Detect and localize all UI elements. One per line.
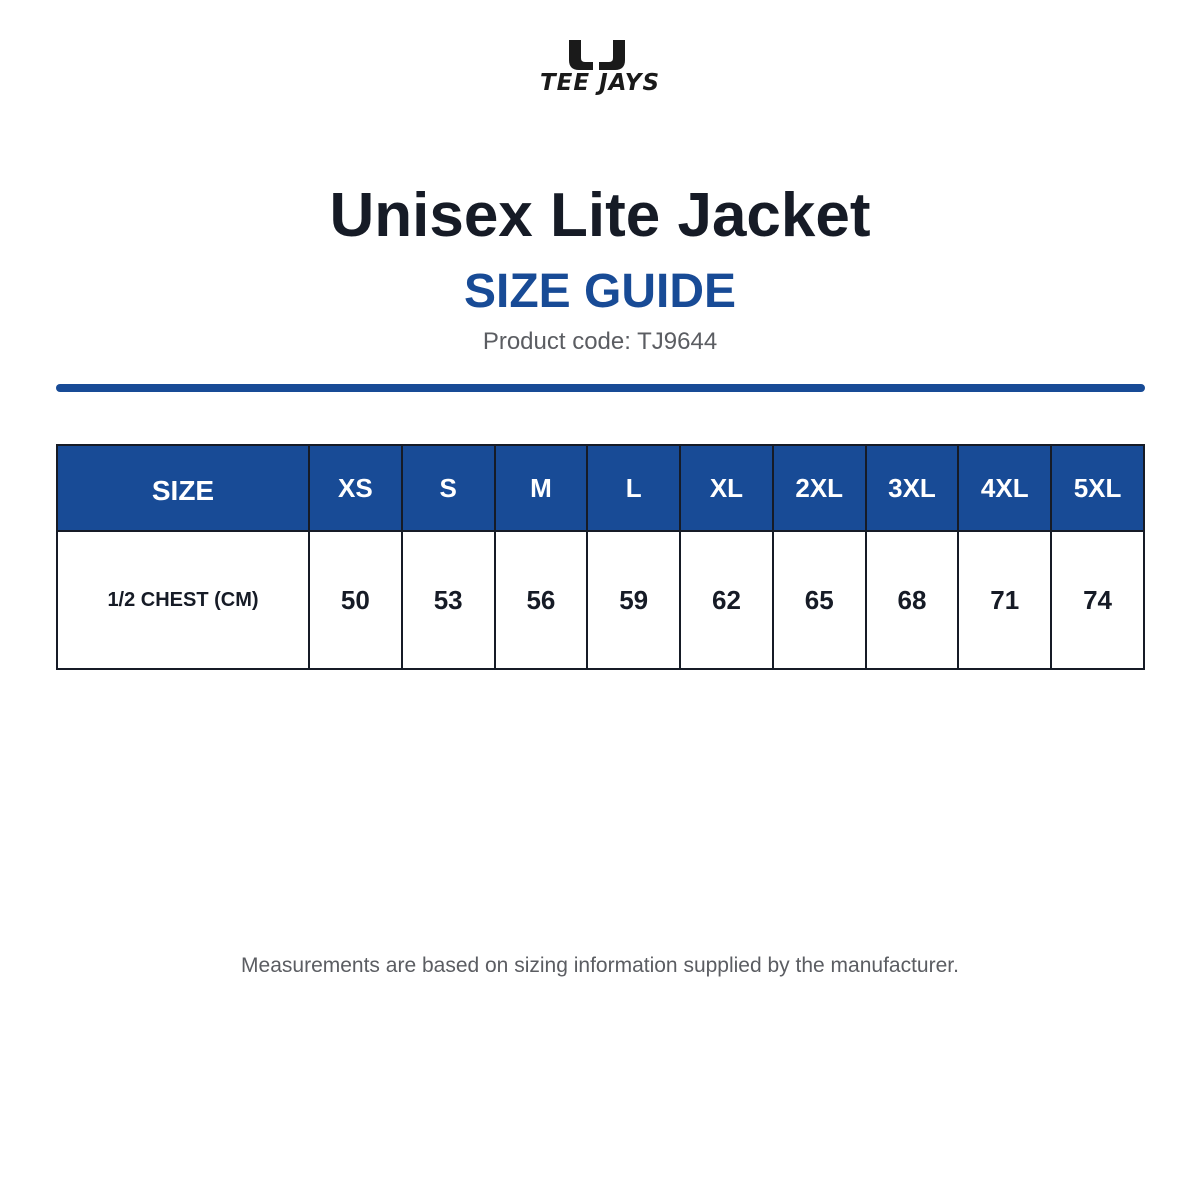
page-title: Unisex Lite Jacket (329, 181, 871, 250)
table-row (57, 531, 1144, 669)
logo-wordmark: TEE JAYS (539, 70, 661, 96)
row-label: 1/2 CHEST (CM) (57, 531, 309, 669)
footnote: Measurements are based on sizing information supplied by the manufacturer. (241, 954, 959, 977)
measurement-cell: 59 (587, 531, 680, 669)
measurement-cell: 65 (773, 531, 866, 669)
measurement-cell: 71 (958, 531, 1051, 669)
measurement-cell: 56 (495, 531, 588, 669)
size-header-cell: M (495, 445, 588, 531)
size-header-cell: XS (309, 445, 402, 531)
size-header-label: SIZE (57, 445, 309, 531)
measurement-cell: 62 (680, 531, 773, 669)
size-header-cell: 2XL (773, 445, 866, 531)
size-header-cell: L (587, 445, 680, 531)
size-table (56, 444, 1145, 670)
divider (56, 384, 1145, 392)
brand-logo (533, 38, 667, 96)
product-code: Product code: TJ9644 (482, 328, 718, 355)
page-subtitle: SIZE GUIDE (463, 265, 737, 318)
size-header-cell: 4XL (958, 445, 1051, 531)
size-header-cell: 5XL (1051, 445, 1144, 531)
measurement-cell: 68 (866, 531, 959, 669)
size-header-cell: 3XL (866, 445, 959, 531)
size-header-cell: S (402, 445, 495, 531)
measurement-cell: 53 (402, 531, 495, 669)
size-header-row (57, 445, 1144, 531)
tee-jays-logo-icon (567, 38, 631, 72)
measurement-cell: 74 (1051, 531, 1144, 669)
size-header-cell: XL (680, 445, 773, 531)
measurement-cell: 50 (309, 531, 402, 669)
